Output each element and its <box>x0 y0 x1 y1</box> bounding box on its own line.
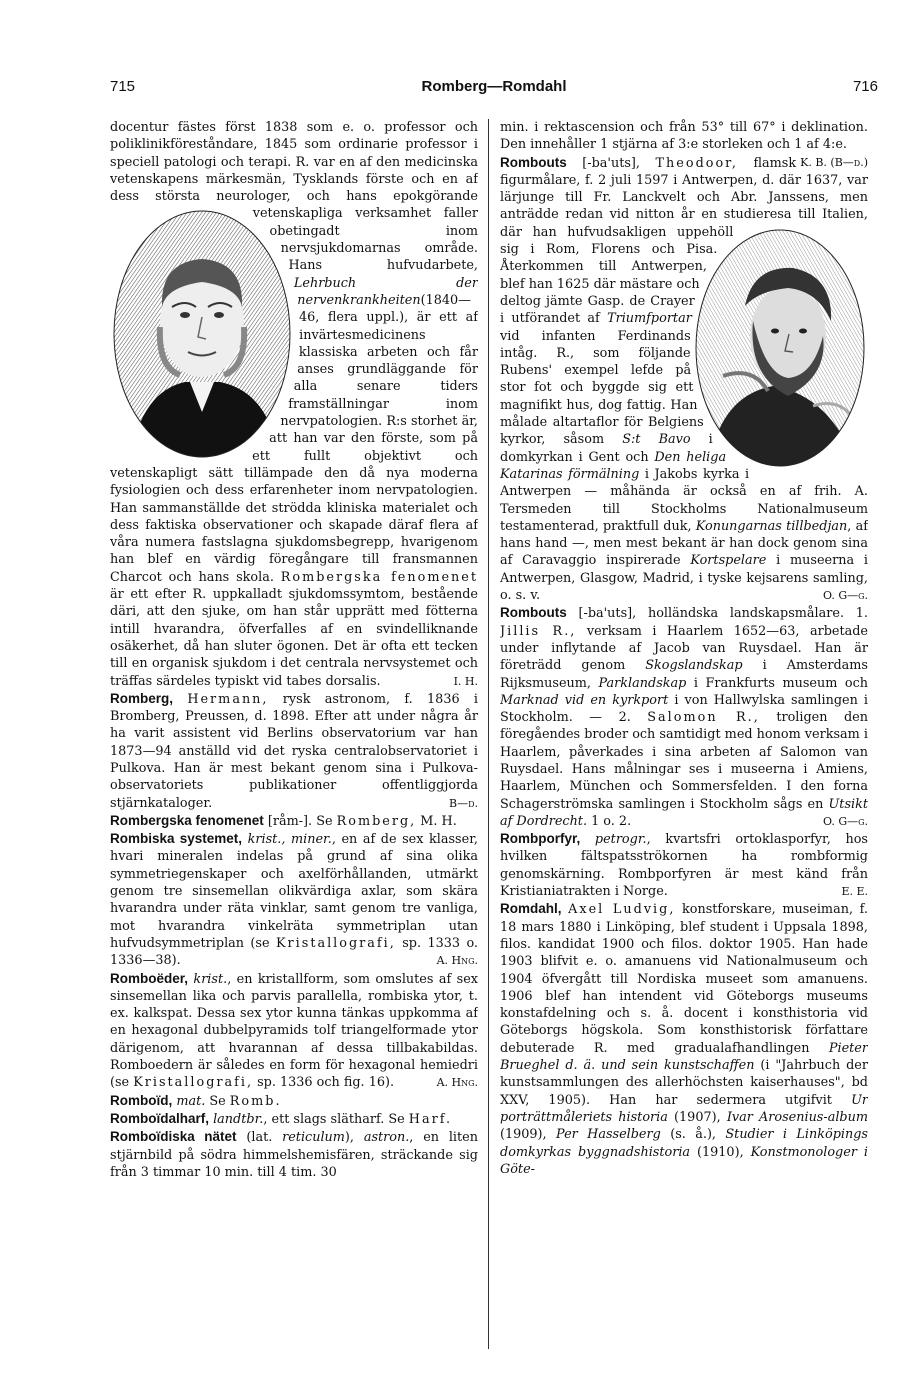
signature: A. Hng. <box>436 954 478 968</box>
entry-romberg-hermann: Romberg, Hermann, rysk astronom, f. 1836 i Bromberg, Preussen, d. 1898. Efter att under några år ha varit assistent vid Berlins observatorium var han 1873—94 anställd vid det ryska centralobservatoriet i Pulkova. Han är mest bekant genom sina i Pulkova-observatoriets publikationer offentliggjorda stjärnkataloger. B—d. <box>110 690 478 811</box>
entry-rombouts-theodoor: Rombouts [-ba'uts], Theodoor, flamsk figurmålare, f. 2 juli 1597 i Antwerpen, d. där 1637, var lärjunge till Fr. Lanckvelt och Abr. Janssens, men anträdde redan vid nitton år en stu dieresa till Italien, där han hufvudsakligen uppehöll sig i Rom, Florens och Pisa. Återkommen till Antwerpen, blef han 1625 där mästare och deltog jämte Gasp. de Crayer i utförandet af Triumfportar vid infanten Ferdinands intåg. R., som följande Rubens' exempel lefde på stor fot och byggde sig ett magnifikt hus, dog fattig. Han målade altartaflor för Belgiens kyrkor, såsom S:t Bavo i domkyrkan i Gent och Den heliga Katarinas förmälning i Jakobs kyrka i Antwerpen — måhända är också en af frih. A. Tersmeden till Stockholms Nationalmuseum testamenterad, praktfull duk, Konungarnas tillbedjan, af hans hand —, men mest bekant är han dock genom sina af Caravaggio inspirerade Kortspelare i museerna i Antwerpen, Glasgow, Madrid, i tyske kejsarens samling, o. s. v. O. G—g. <box>500 154 868 604</box>
entry-rombouts-landscape: Rombouts [-ba'uts], holländska landskapsmålare. 1. Jillis R., verksam i Haarlem 1652—63, arbetade under inflytande af Jacob van Ruysdael. Han är företrädd genom Skogslandskap i Amsterdams Rijksmuseum, Parklandskap i Frankfurts museum och Marknad vid en kyrkport i von Hallwylska samlingen i Stockholm. — 2. Salomon R., troligen den föregåendes broder och samtidigt med honom verksam i Haarlem, påverkades i sina arbeten af Salomon van Ruysdael. Hans målningar ses i museerna i Amiens, Haarlem, München och Sommersfelden. I den forna Schagerströmska samlingen i Stockholm sågs en Utsikt af Dordrecht. 1 o. 2. O. G—g. <box>500 605 868 829</box>
entry-rombiska-systemet: Rombiska systemet, krist., miner., en af de sex klasser, hvari mineralen indelas på grund af sina olika symmetriegenskaper och axelförhållanden, utmärkt genom tre sinsemellan olikvärdiga axlar, som skära hvarandra under räta vinklar, samt genom tre vanliga, mot hvarandra vinkelräta symmetriplan utan hufvudsymmetriplan (se Kristallografi, sp. 1333 o. 1336—38). A. Hng. <box>110 831 478 969</box>
entry-romboidalharf: Romboïdalharf, landtbr., ett slags slätharf. Se Harf. <box>110 1110 453 1127</box>
signature: I. H. <box>453 674 478 688</box>
entry-rombporfyr: Rombporfyr, petrogr., kvartsfri ortoklasporfyr, hos hvilken fältspatsströkornen ha rombformig genomskärning. Rombporfyren är mest känd från Kristianiatrakten i Norge. E. E. <box>500 831 868 900</box>
signature: A. Hng. <box>436 1076 478 1090</box>
portrait-romberg-image <box>110 207 295 462</box>
signature: O. G—g. <box>822 589 868 603</box>
signature: O. G—g. <box>822 814 868 828</box>
signature: E. E. <box>841 885 868 899</box>
entry-rombergska-fenomenet: Rombergska fenomenet [råm-]. Se Romberg, M. H. <box>110 812 457 829</box>
entry-romboidiska-natet: Romboïdiska nätet (lat. reticulum), astron., en liten stjärnbild på södra himmelshemisfären, sträckande sig från 3 timmar 10 min. till 4 tim. 30 <box>110 1129 478 1180</box>
page-number-left: 715 <box>110 78 136 95</box>
page-number-right: 716 <box>852 78 878 95</box>
entry-romdahl: Romdahl, Axel Ludvig, konstforskare, museiman, f. 18 mars 1880 i Linköping, blef student i Uppsala 1898, filos. kandidat 1900 och filos. doktor 1905. Han hade 1903 blifvit e. o. amanuens vid Nationalmuseum och 1904 öfvergått till Nordiska museet som amanuens. 1906 blef han intendent vid Göteborgs museums konstafdelning och s. å. docent i konsthistoria vid Göteborgs högskola. Som konsthistorisk författare debuterade R. med gradualafhandlingen Pieter Brueghel d. ä. und sein kunstschaffen (i "Jahrbuch der kunstsammlungen des allerhöchsten kaiserhauses", bd XXV, 1905). Han har sedermera utgifvit Ur porträttmåleriets historia (1907), Ivar Arosenius-album (1909), Per Hasselberg (s. å.), Studier i Linköpings domkyrkas byggnadshistoria (1910), Konstmonologer i Göte- <box>500 901 868 1177</box>
signature: B—d. <box>449 796 478 810</box>
portrait-rombouts-image <box>693 226 868 471</box>
left-column <box>110 119 478 1369</box>
entry-romboidiska-continued: min. i rektascension och från 53° till 67° i deklination. Den innehåller 1 stjärna af 3:e storleken och 1 af 4:e. K. B. (B—d.) <box>500 119 868 154</box>
page-header <box>110 78 878 98</box>
entry-romboid: Romboïd, mat. Se Romb. <box>110 1092 282 1109</box>
running-title: Romberg—Romdahl <box>421 78 567 95</box>
entry-romberg-continued: docentur fästes först 1838 som e. o. professor och poliklinikföreståndare, 1845 som ordinarie professor i speciell patologi och terapi. R. var en af den medicinska vetenskapens märkesmän, Tysklands förste och en af dess största neurologer, och hans epokgörande vetenskapliga verksamhet faller obetingadt inom nervsjukdomarnas område. Hans hufvudarbete, Lehrbuch der nervenkrankheiten(1840—46, flera uppl.), är ett af invärtesmedicinens klassiska arbeten och får anses grundläggande för alla senare tiders framställningar inom nervpatologien. R:s storhet är, att han var den förste, som på ett fullt objektivt och vetenskapligt sätt tillämpade den då nya moderna fysiologien och dess erfarenheter inom nervpatologien. Han sammanställde det strödda kliniska materialet och dess faktiska observationer och skapade däraf flera af våra numera fastslagna sjukdomsbegrepp, hvarigenom han blef en värdig föregångare till fransmannen Charcot och hans skola. Rombergska fenomenet är ett efter R. uppkalladt sjukdomssymtom, bestående däri, att den sjuke, om han står upprätt med fötterna intill hvarandra, öfverfalles af en svindelliknande osäkerhet, då han sluter ögonen. Det är ofta ett tecken till en organisk sjukdom i det centrala nervsystemet och träffas särdeles typiskt vid tabes dorsalis. I. H. <box>110 120 478 689</box>
right-column <box>500 119 868 1369</box>
signature: K. B. (B—d.) <box>800 155 868 169</box>
column-divider <box>488 119 489 1349</box>
entry-romboeder: Romboëder, krist., en kristallform, som omslutes af sex sinsemellan lika och parvis parallella, rombiska ytor, t. ex. kalkspat. Dessa sex ytor kunna tänkas uppkomma af en hexagonal dubbelpyramids tolf triangelformade ytor därigenom, att hvarannan af dessa tillbakabildas. Romboedern är således en form för hexagonal hemiedri (se Kristallografi, sp. 1336 och fig. 16). A. Hng. <box>110 970 478 1091</box>
